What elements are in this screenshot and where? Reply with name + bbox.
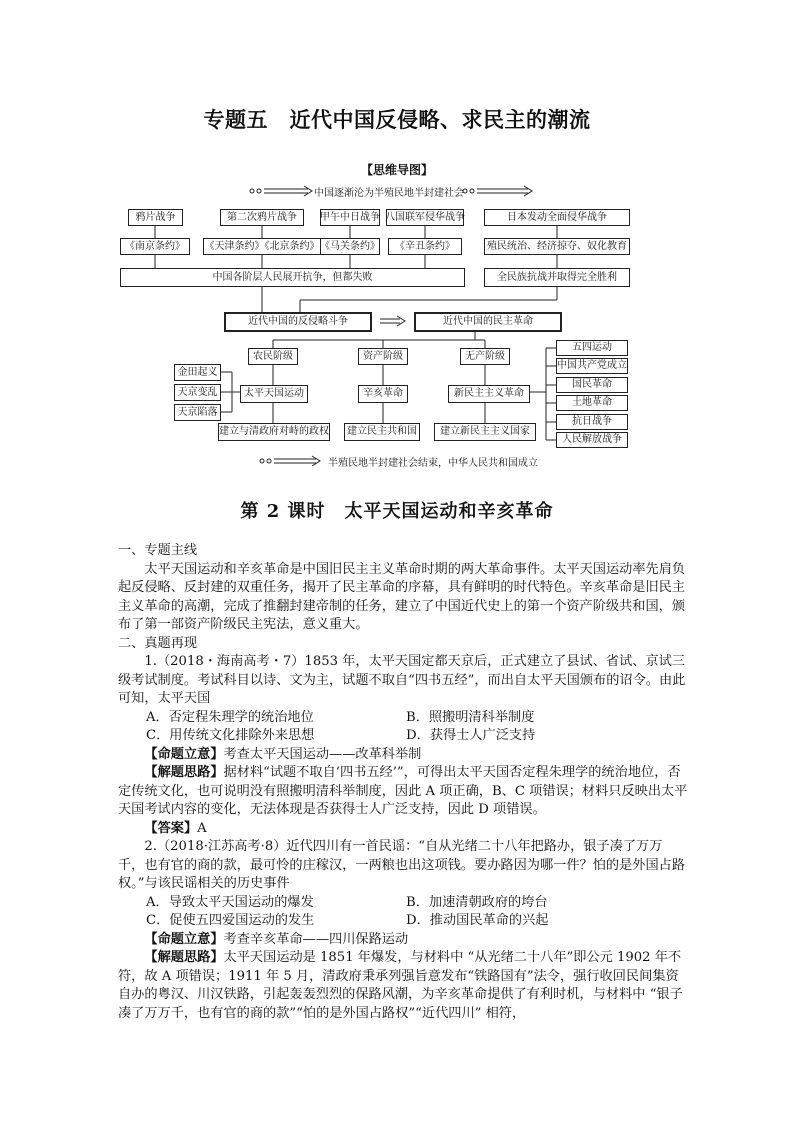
q1-intent-tag: 【命题立意】 — [144, 746, 224, 762]
war-opium: 鸦片战争 — [128, 209, 183, 226]
war-second-opium: 第二次鸦片战争 — [220, 209, 304, 226]
mindmap — [0, 180, 794, 470]
movement-new-democratic: 新民主主义革命 — [448, 385, 530, 403]
q2-option-a: A．导致太平天国运动的爆发 — [146, 894, 314, 910]
lesson-body — [118, 542, 688, 1023]
q1-answer-tag: 【答案】 — [144, 820, 198, 836]
q1-intent: 考查太平天国运动——改革科举制 — [223, 746, 422, 762]
q1-answer: A — [197, 820, 207, 836]
movement-taiping: 太平天国运动 — [240, 385, 308, 403]
struggle-fail: 中国各阶层人民展开抗争，但都失败 — [120, 268, 465, 287]
q2-stem: 2.（2018·江苏高考·8）近代四川有一首民谣：“自从光绪二十八年把路办，银子凑了万万千，也有官的商的款，最可怜的庄稼汉，一两粮也出这项钱。要办路因为哪一件？怕的是外国占路权。”与该民谣相关的历史事件 — [118, 839, 686, 891]
bottom-flow-text: 半殖民地半封建社会结束，中华人民共和国成立 — [328, 458, 538, 469]
q2-option-b: B．加速清朝政府的垮台 — [406, 894, 548, 910]
top-flow-text: 中国逐渐沦为半殖民地半封建社会 — [314, 188, 464, 199]
war-eight-nation: 八国联军侵华战争 — [386, 209, 464, 226]
q2-option-c: C．促使五四爱国运动的发生 — [146, 913, 315, 928]
class-peasant: 农民阶级 — [248, 348, 298, 365]
anti-aggression: 近代中国的反侵略斗争 — [224, 312, 372, 332]
treaty-boxer: 《辛丑条约》 — [388, 238, 462, 255]
section-heading-questions: 二、真题再现 — [118, 635, 198, 651]
q1-analysis-tag: 【解题思路】 — [144, 765, 224, 780]
q2-option-d: D．推动国民革命的兴起 — [406, 913, 549, 928]
treaty-nanjing: 《南京条约》 — [120, 238, 190, 255]
victory: 全民族抗战并取得完全胜利 — [484, 268, 630, 287]
treaty-shimonoseki: 《马关条约》 — [320, 238, 380, 255]
q2-options — [118, 894, 688, 931]
taiping-event-xianluo: 天京陷落 — [174, 404, 221, 421]
q1-stem: 1.（2018・海南高考・7）1853 年，太平天国定都天京后，正式建立了县试、省试、京试三级考试制度。考试科目以诗、文为主，试题不取自“四书五经”，而出自太平天国颁布的诏令。由此可知，太平天国 — [118, 654, 686, 706]
q2-intent: 考查辛亥革命——四川保路运动 — [223, 931, 409, 947]
nd-event-cpc-founding: 中国共产党成立 — [556, 358, 628, 374]
result-taiping: 建立与清政府对峙的政权 — [218, 423, 330, 441]
nd-event-national-revolution: 国民革命 — [556, 377, 628, 393]
mainline-text: 太平天国运动和辛亥革命是中国旧民主主义革命时期的两大革命事件。太平天国运动率先肩负起反侵略、反封建的双重任务，揭开了民主革命的序幕，具有鲜明的时代特色。辛亥革命是旧民主主义革命的高潮，完成了推翻封建帝制的任务，建立了中国近代史上的第一个资产阶级共和国，颁布了第一部资产阶级民主宪法，意义重大。 — [118, 561, 686, 632]
nd-event-land-revolution: 土地革命 — [556, 395, 628, 411]
taiping-event-jintian: 金田起义 — [174, 364, 221, 381]
nd-event-anti-japanese: 抗日战争 — [556, 414, 628, 430]
q1-option-c: C．用传统文化排除外来思想 — [146, 728, 315, 743]
q1-option-b: B．照搬明清科举制度 — [406, 709, 535, 725]
q2-intent-tag: 【命题立意】 — [144, 931, 224, 947]
japan-war: 日本发动全面侵华战争 — [484, 209, 630, 226]
result-xinhai: 建立民主共和国 — [344, 423, 420, 441]
lesson-title: 第 2 课时 太平天国运动和辛亥革命 — [240, 501, 554, 522]
class-proletariat: 无产阶级 — [460, 348, 510, 365]
war-sino-japanese: 甲午中日战争 — [320, 209, 380, 226]
q1-option-a: A．否定程朱理学的统治地位 — [146, 709, 314, 725]
treaty-tianjin-beijing: 《天津条约》《北京条约》 — [203, 238, 321, 255]
q1-analysis: 据材料“试题不取自‘四书五经’”，可得出太平天国否定程朱理学的统治地位，否定传统文化，也可说明没有照搬明清科举制度，因此 A 项正确，B、C 项错误；材料只反映出太平天国考试内容的变化，无法体现是否获得士人广泛支持，因此 D 项错误。 — [118, 765, 688, 817]
result-new-democratic: 建立新民主主义国家 — [434, 423, 536, 441]
q1-options — [118, 709, 688, 746]
q1-option-d: D．获得士人广泛支持 — [406, 728, 536, 743]
taiping-event-bianluan: 天京变乱 — [174, 384, 221, 401]
mindmap-heading: 【思维导图】 — [360, 163, 433, 177]
nd-event-may-fourth: 五四运动 — [556, 340, 628, 356]
q2-analysis-tag: 【解题思路】 — [144, 950, 224, 965]
q2-analysis: 太平天国运动是 1851 年爆发，与材料中 “从光绪二十八年”即公元 1902 年不符，故 A 项错误；1911 年 5 月，清政府秉承列强旨意发布“铁路国有”法令，强行收回民间集资自办的粤汉、川汉铁路，引起轰轰烈烈的保路风潮，为辛亥革命提供了有利时机，与材料中 “银子凑了万万千，也有官的商的款”“怕的是外国占路权”“近代四川” 相符， — [118, 950, 683, 1021]
class-bourgeois: 资产阶级 — [358, 348, 408, 365]
nd-event-liberation-war: 人民解放战争 — [556, 432, 628, 448]
page-title: 专题五 近代中国反侵略、求民主的潮流 — [203, 107, 591, 132]
movement-xinhai: 辛亥革命 — [358, 385, 408, 403]
democratic-revolution: 近代中国的民主革命 — [414, 312, 562, 332]
japan-acts: 殖民统治、经济掠夺、奴化教育 — [484, 238, 630, 255]
section-heading-mainline: 一、专题主线 — [118, 543, 198, 558]
